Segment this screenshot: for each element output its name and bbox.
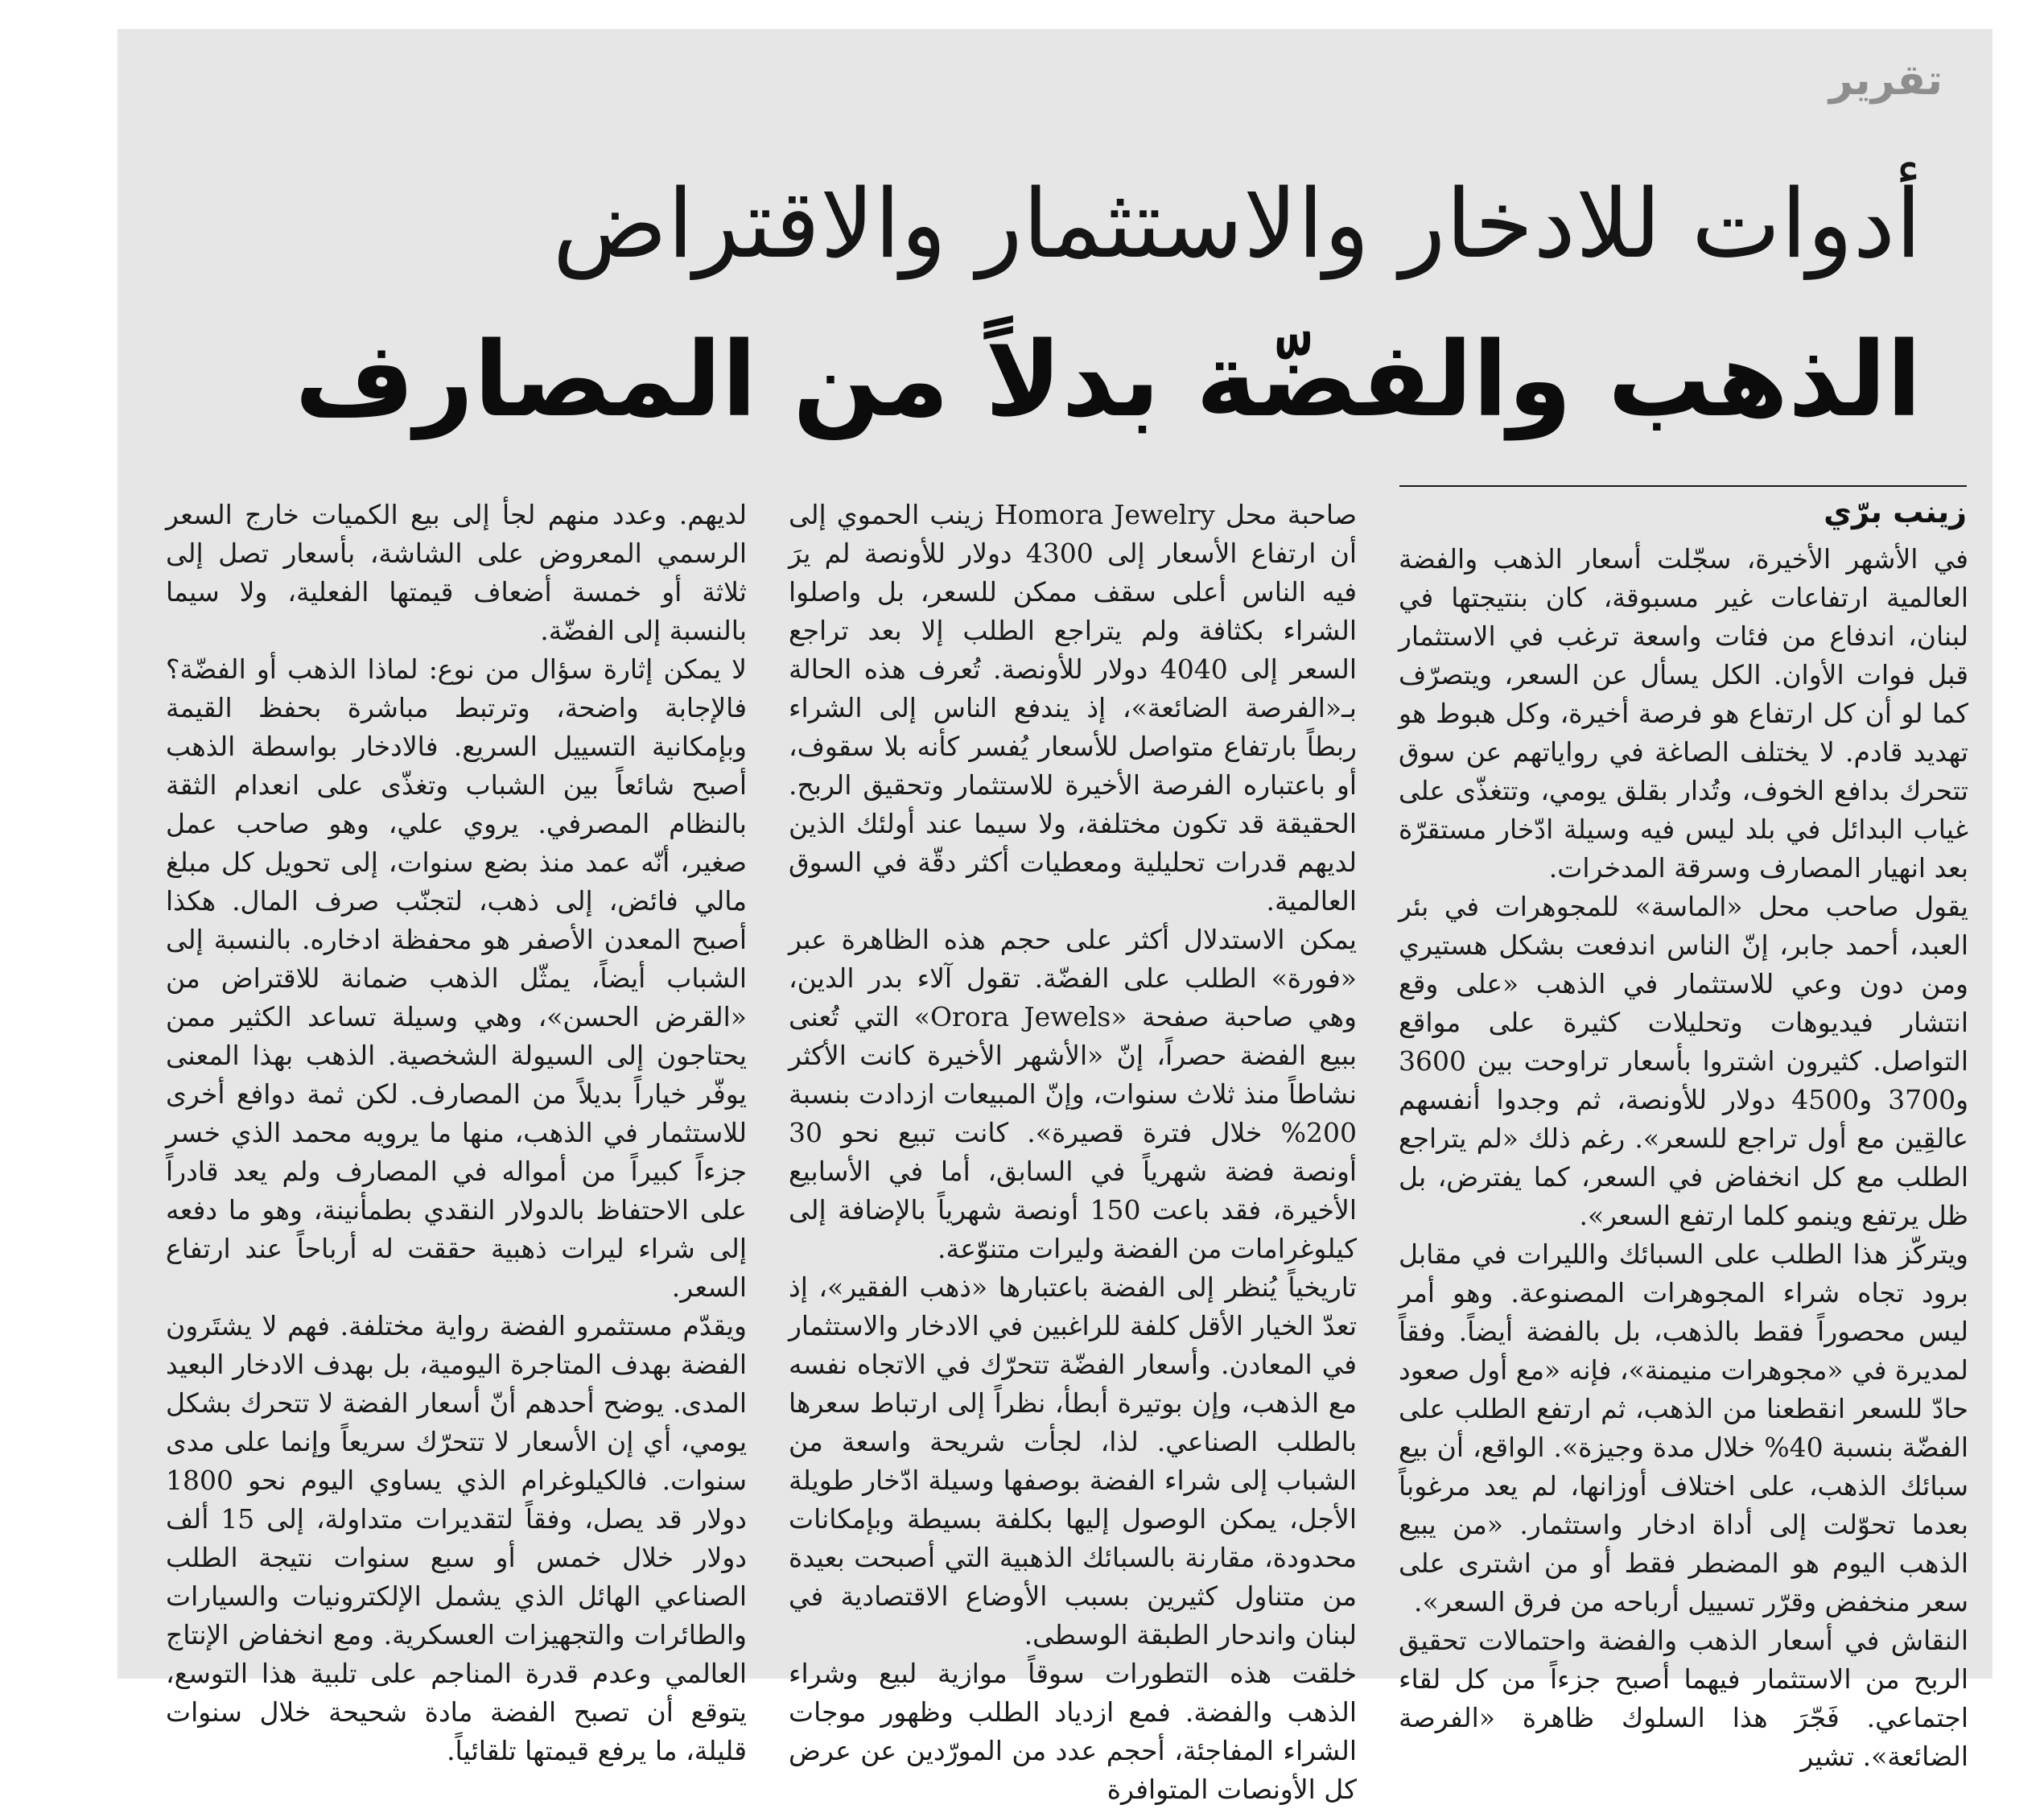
column-paragraph: خلقت هذه التطورات سوقاً موازية لبيع وشراء الذهب والفضة. فمع ازدياد الطلب وظهور موجات الشراء المفاجئة، أحجم عدد من المورّدين عن عرض كل الأونصات المتوافرة [789,1658,1357,1805]
column-paragraph: ويقدّم مستثمرو الفضة رواية مختلفة. فهم لا يشتَرون الفضة بهدف المتاجرة اليومية، بل بهدف الادخار البعيد المدى. يوضح أحدهم أنّ أسعار الفضة لا تتحرك بشكل يومي، أي إن الأسعار لا تتحرّك سريعاً وإنما على مدى سنوات. فالكيلوغرام الذي يساوي اليوم نحو 1800 دولار قد يصل، وفقاً لتقديرات متداولة، إلى 15 ألف دولار خلال خمس أو سبع سنوات نتيجة الطلب الصناعي الهائل الذي يشمل الإلكترونيات والسيارات والطائرات والتجهيزات العسكرية. ومع انخفاض الإنتاج العالمي وعدم قدرة المناجم على تلبية هذا التوسع، يتوقع أن تصبح الفضة مادة شحيحة خلال سنوات قليلة، ما يرفع قيمتها تلقائياً. [166,1310,747,1766]
article-page [117,29,1992,1805]
column-paragraph: يقول صاحب محل «الماسة» للمجوهرات في بئر العبد، أحمد جابر، إنّ الناس اندفعت بشكل هستيري ومن دون وعي للاستثمار في الذهب «على وقع انتشار فيديوهات وتحليلات كثيرة على مواقع التواصل. كثيرون اشتروا بأسعار تراوحت بين 3600 و3700 و4500 دولار للأونصة، ثم وجدوا أنفسهم عالقِين مع أول تراجع للسعر». رغم ذلك «لم يتراجع الطلب مع كل انخفاض في السعر، كما يفترض، بل ظل يرتفع وينمو كلما ارتفع السعر». [1399,891,1969,1231]
byline-divider [1399,485,1967,487]
article-column-middle [789,496,1358,1805]
column-paragraph: لا يمكن إثارة سؤال من نوع: لماذا الذهب أو الفضّة؟ فالإجابة واضحة، وترتبط مباشرة بحفظ القيمة وبإمكانية التسييل السريع. فالادخار بواسطة الذهب أصبح شائعاً بين الشباب وتغذّى على انعدام الثقة بالنظام المصرفي. يروي علي، وهو صاحب عمل صغير، أنّه عمد منذ بضع سنوات، إلى تحويل كل مبلغ مالي فائض، إلى ذهب، لتجنّب صرف المال. هكذا أصبح المعدن الأصفر هو محفظة ادخاره. بالنسبة إلى الشباب أيضاً، يمثّل الذهب ضمانة للاقتراض من «القرض الحسن»، وهي وسيلة تساعد الكثير ممن يحتاجون إلى السيولة الشخصية. الذهب بهذا المعنى يوفّر خياراً بديلاً من المصارف. لكن ثمة دوافع أخرى للاستثمار في الذهب، منها ما يرويه محمد الذي خسر جزءاً كبيراً من أمواله في المصارف ولم يعد قادراً على الاحتفاظ بالدولار النقدي بطمأنينة، وهو ما دفعه إلى شراء ليرات ذهبية حققت له أرباحاً عند ارتفاع السعر. [166,653,747,1303]
article-headline: الذهب والفضّة بدلاً من المصارف [295,320,1922,440]
column-paragraph: في الأشهر الأخيرة، سجّلت أسعار الذهب والفضة العالمية ارتفاعات غير مسبوقة، كان بنتيجتها في لبنان، اندفاع من فئات واسعة ترغب في الاستثمار قبل فوات الأوان. الكل يسأل عن السعر، ويتصرّف كما لو أن كل ارتفاع هو فرصة أخيرة، وكل هبوط هو تهديد قادم. لا يختلف الصاغة في رواياتهم عن سوق تتحرك بدافع الخوف، وتُدار بقلق يومي، وتتغذّى على غياب البدائل في بلد ليس فيه وسيلة ادّخار مستقرّة بعد انهيار المصارف وسرقة المدخرات. [1399,543,1968,884]
article-byline: زينب برّي [1824,494,1967,530]
article-column-right [1399,540,1969,1772]
column-paragraph: النقاش في أسعار الذهب والفضة واحتمالات تحقيق الربح من الاستثمار فيهما أصبح جزءاً من كل لقاء اجتماعي. فَجّرَ هذا السلوك ظاهرة «الفرصة الضائعة». تشير [1399,1625,1968,1772]
column-paragraph: يمكن الاستدلال أكثر على حجم هذه الظاهرة عبر «فورة» الطلب على الفضّة. تقول آلاء بدر الدين، وهي صاحبة صفحة «Orora Jewels» التي تُعنى ببيع الفضة حصراً، إنّ «الأشهر الأخيرة كانت الأكثر نشاطاً منذ ثلاث سنوات، وإنّ المبيعات ازدادت بنسبة 200% خلال فترة قصيرة». كانت تبيع نحو 30 أونصة فضة شهرياً في السابق، أما في الأسابيع الأخيرة، فقد باعت 150 أونصة شهرياً بالإضافة إلى كيلوغرامات من الفضة وليرات متنوّعة. [789,924,1358,1264]
column-paragraph: صاحبة محل Homora Jewelry زينب الحموي إلى أن ارتفاع الأسعار إلى 4300 دولار للأونصة لم يرَ فيه الناس أعلى سقف ممكن للسعر، بل واصلوا الشراء بكثافة ولم يتراجع الطلب إلا بعد تراجع السعر إلى 4040 دولار للأونصة. تُعرف هذه الحالة بـ«الفرصة الضائعة»، إذ يندفع الناس إلى الشراء ربطاً بارتفاع متواصل للأسعار يُفسر كأنه بلا سقوف، أو باعتباره الفرصة الأخيرة للاستثمار وتحقيق الربح. الحقيقة قد تكون مختلفة، ولا سيما عند أولئك الذين لديهم قدرات تحليلية ومعطيات أكثر دقّة في السوق العالمية. [789,499,1358,917]
section-label: تقرير [1828,56,1943,105]
article-column-left [166,496,747,1766]
article-kicker: أدوات للادخار والاستثمار والاقتراض [552,168,1922,279]
column-paragraph: تاريخياً يُنظر إلى الفضة باعتبارها «ذهب الفقير»، إذ تعدّ الخيار الأقل كلفة للراغبين في الادخار والاستثمار في المعادن. وأسعار الفضّة تتحرّك في الاتجاه نفسه مع الذهب، وإن بوتيرة أبطأ، نظراً إلى ارتباط سعرها بالطلب الصناعي. لذا، لجأت شريحة واسعة من الشباب إلى شراء الفضة بوصفها وسيلة ادّخار طويلة الأجل، يمكن الوصول إليها بكلفة بسيطة وبإمكانات محدودة، مقارنة بالسبائك الذهبية التي أصبحت بعيدة من متناول كثيرين بسبب الأوضاع الاقتصادية في لبنان واندحار الطبقة الوسطى. [789,1271,1357,1650]
column-paragraph: لديهم. وعدد منهم لجأ إلى بيع الكميات خارج السعر الرسمي المعروض على الشاشة، بأسعار تصل إلى ثلاثة أو خمسة أضعاف قيمتها الفعلية، ولا سيما بالنسبة إلى الفضّة. [166,499,747,646]
column-paragraph: ويتركّز هذا الطلب على السبائك والليرات في مقابل برود تجاه شراء المجوهرات المصنوعة. وهو أمر ليس محصوراً فقط بالذهب، بل بالفضة أيضاً. وفقاً لمديرة في «مجوهرات منيمنة»، فإنه «مع أول صعود حادّ للسعر انقطعنا من الذهب، ثم ارتفع الطلب على الفضّة بنسبة 40% خلال مدة وجيزة». الواقع، أن بيع سبائك الذهب، على اختلاف أوزانها، لم يعد مرغوباً بعدما تحوّلت إلى أداة ادخار واستثمار. «من يبيع الذهب اليوم هو المضطر فقط أو من اشترى على سعر منخفض وقرّر تسييل أرباحه من فرق السعر». [1399,1238,1968,1617]
